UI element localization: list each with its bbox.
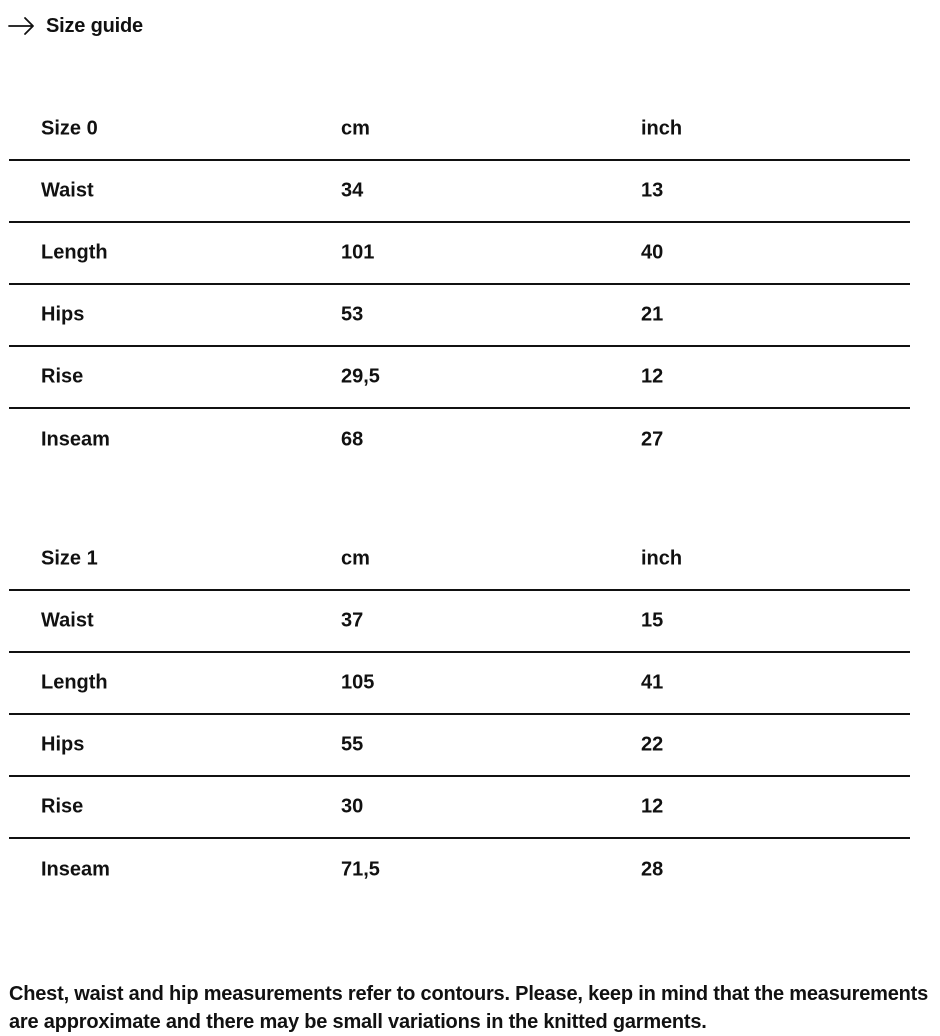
cm-value: 30 xyxy=(341,795,364,818)
inch-column-header: inch xyxy=(641,547,683,570)
measurement-name: Hips xyxy=(41,733,85,756)
measurement-name: Rise xyxy=(41,795,84,818)
table-row xyxy=(9,347,910,409)
table-row xyxy=(9,223,910,285)
size-table-size-1 xyxy=(9,529,910,901)
cm-value: 68 xyxy=(341,428,364,451)
size-label: Size 1 xyxy=(41,547,98,570)
table-row xyxy=(9,409,910,471)
table-row xyxy=(9,591,910,653)
inch-value: 40 xyxy=(641,241,664,264)
inch-value: 28 xyxy=(641,858,664,881)
measurement-name: Inseam xyxy=(41,858,110,881)
measurement-name: Waist xyxy=(41,179,94,202)
table-row xyxy=(9,715,910,777)
size-guide-toggle[interactable] xyxy=(8,12,143,40)
table-header-row xyxy=(9,99,910,161)
measurement-name: Inseam xyxy=(41,428,110,451)
inch-value: 27 xyxy=(641,428,664,451)
table-row xyxy=(9,285,910,347)
table-row xyxy=(9,839,910,901)
measurement-name: Length xyxy=(41,671,108,694)
inch-value: 12 xyxy=(641,365,664,388)
measurement-name: Waist xyxy=(41,609,94,632)
arrow-right-icon xyxy=(8,12,36,40)
measurement-name: Rise xyxy=(41,365,84,388)
table-header-row xyxy=(9,529,910,591)
cm-value: 34 xyxy=(341,179,364,202)
size-label: Size 0 xyxy=(41,117,98,140)
table-row xyxy=(9,777,910,839)
measurement-note: Chest, waist and hip measurements refer to contours. Please, keep in mind that the measurements are approximate and there may be small variations in the knitted garments. xyxy=(9,983,929,1033)
inch-value: 41 xyxy=(641,671,664,694)
inch-value: 13 xyxy=(641,179,664,202)
table-row xyxy=(9,161,910,223)
cm-value: 71,5 xyxy=(341,858,380,881)
inch-value: 22 xyxy=(641,733,664,756)
size-guide-title: Size guide xyxy=(46,14,143,37)
cm-value: 53 xyxy=(341,303,364,326)
measurement-name: Length xyxy=(41,241,108,264)
cm-value: 55 xyxy=(341,733,364,756)
cm-column-header: cm xyxy=(341,547,370,570)
inch-value: 15 xyxy=(641,609,664,632)
cm-value: 105 xyxy=(341,671,375,694)
cm-value: 37 xyxy=(341,609,364,632)
inch-value: 12 xyxy=(641,795,664,818)
cm-value: 29,5 xyxy=(341,365,380,388)
cm-column-header: cm xyxy=(341,117,370,140)
cm-value: 101 xyxy=(341,241,375,264)
inch-value: 21 xyxy=(641,303,664,326)
inch-column-header: inch xyxy=(641,117,683,140)
measurement-name: Hips xyxy=(41,303,85,326)
table-row xyxy=(9,653,910,715)
size-table-size-0 xyxy=(9,99,910,471)
